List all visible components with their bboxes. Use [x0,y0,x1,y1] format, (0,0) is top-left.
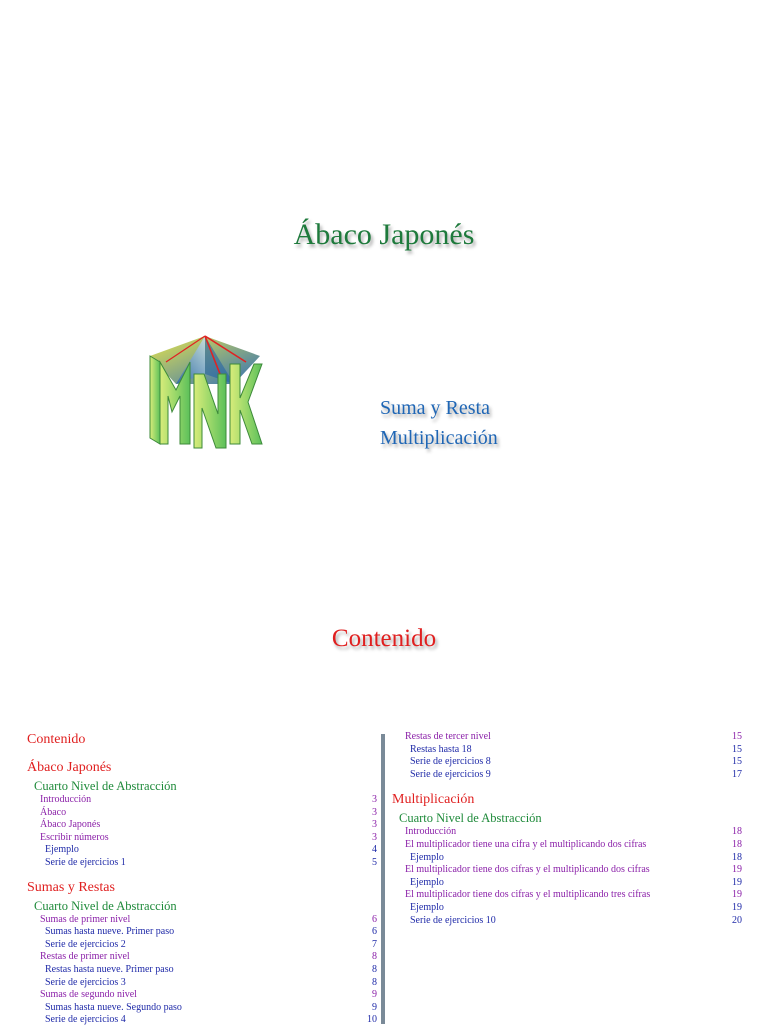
toc-left-column [0,730,380,1027]
toc-entry[interactable] [0,878,380,898]
toc-entry-page: 19 [732,864,742,876]
toc-entry[interactable] [0,730,380,750]
toc-entry[interactable] [0,914,380,927]
toc-entry[interactable] [0,778,380,794]
toc-entry[interactable] [0,926,380,939]
toc-entry[interactable] [0,939,380,952]
toc-entry-page: 19 [732,901,742,913]
toc-entry-page: 18 [732,851,742,863]
toc-entry-page: 3 [372,806,377,818]
toc-entry[interactable] [390,852,745,865]
toc-entry-page: 17 [732,768,742,780]
mnk-logo [146,334,264,452]
toc-entry-label: Serie de ejercicios 4 [45,1014,126,1026]
toc-entry-page: 3 [372,831,377,843]
toc-entry-label: Cuarto Nivel de Abstracción [34,779,177,793]
toc-entry-page: 10 [367,1014,377,1026]
toc-entry[interactable] [0,1002,380,1015]
toc-entry-label: Serie de ejercicios 3 [45,976,126,988]
toc-entry[interactable] [0,951,380,964]
toc-entry[interactable] [390,826,745,839]
toc-entry-label: Sumas hasta nueve. Segundo paso [45,1001,182,1013]
toc-entry-label: Introducción [40,794,92,805]
toc-entry[interactable] [390,864,745,877]
toc-entry-label: Introducción [405,826,457,838]
toc-entry[interactable] [0,832,380,845]
toc-entry[interactable] [390,889,745,902]
toc-entry-page: 19 [732,876,742,888]
document-title: Ábaco Japonés [293,218,475,251]
toc-entry[interactable] [0,794,380,807]
toc-entry-label: Serie de ejercicios 9 [410,768,491,780]
toc-entry[interactable] [390,810,745,826]
toc-entry[interactable] [0,844,380,857]
toc-entry[interactable] [0,1014,380,1027]
toc-entry[interactable] [0,807,380,820]
toc-entry[interactable] [0,758,380,778]
toc-right-column [390,731,745,927]
toc-entry-label: Ejemplo [45,844,79,856]
toc-entry-label: Restas de tercer nivel [405,731,491,742]
toc-entry-label: Sumas y Restas [27,879,115,895]
toc-entry-page: 7 [372,938,377,950]
toc-entry-label: Cuarto Nivel de Abstracción [399,811,542,826]
toc-entry-page: 20 [732,914,742,926]
toc-entry-label: Escribir números [40,831,109,843]
toc-entry-page: 19 [732,889,742,901]
toc-entry-page: 5 [372,856,377,868]
toc-entry-page: 4 [372,844,377,856]
toc-entry-label: Serie de ejercicios 1 [45,856,126,868]
toc-entry-page: 8 [372,951,377,963]
toc-entry-label: Restas hasta 18 [410,743,472,755]
toc-entry-label: Contenido [27,732,86,747]
toc-entry-page: 6 [372,926,377,938]
toc-entry-label: Ábaco Japonés [40,819,101,831]
toc-entry-label: Ejemplo [410,901,444,913]
toc-entry-label: Ejemplo [410,851,444,863]
toc-entry[interactable] [390,744,745,757]
toc-entry-label: Sumas de primer nivel [40,913,131,925]
toc-entry-label: Sumas de segundo nivel [40,989,137,1001]
toc-entry[interactable] [0,977,380,990]
toc-entry-label: Serie de ejercicios 2 [45,938,126,950]
toc-entry[interactable] [390,877,745,890]
toc-entry[interactable] [0,857,380,870]
toc-entry-page: 8 [372,963,377,975]
toc-entry-label: Serie de ejercicios 8 [410,756,491,768]
toc-entry-page: 3 [372,794,377,805]
toc-entry[interactable] [0,964,380,977]
toc-entry-page: 15 [732,756,742,768]
toc-entry-label: Serie de ejercicios 10 [410,914,496,926]
column-divider [381,734,385,1024]
toc-entry[interactable] [0,898,380,914]
toc-entry-label: Multiplicación [392,792,475,808]
toc-entry[interactable] [0,989,380,1002]
toc-entry-label: Cuarto Nivel de Abstracción [34,898,177,913]
toc-entry[interactable] [390,769,745,782]
toc-entry[interactable] [390,839,745,852]
contents-heading: Contenido [331,625,437,652]
subtitle-list [380,393,498,453]
toc-entry[interactable] [390,756,745,769]
toc-entry[interactable] [390,731,745,744]
toc-entry-page: 15 [732,743,742,755]
toc-entry-label: Ejemplo [410,876,444,888]
toc-entry-page: 3 [372,819,377,831]
toc-entry[interactable] [390,902,745,915]
toc-entry-label: Ábaco [40,806,67,818]
toc-entry[interactable] [0,819,380,832]
subtitle-suma-resta: Suma y Resta [380,397,490,419]
toc-entry-label: Restas hasta nueve. Primer paso [45,963,174,975]
toc-entry-page: 9 [372,1001,377,1013]
toc-entry-label: Ábaco Japonés [27,760,112,775]
toc-entry-label: El multiplicador tiene una cifra y el multiplicando dos cifras [405,838,647,850]
toc-entry[interactable] [390,790,745,810]
toc-entry-page: 8 [372,976,377,988]
toc-entry-page: 18 [732,826,742,838]
toc-entry-page: 15 [732,731,742,742]
subtitle-multiplicacion: Multiplicación [380,427,498,449]
toc-entry-page: 9 [372,989,377,1001]
toc-entry-label: El multiplicador tiene dos cifras y el multiplicando tres cifras [405,889,651,901]
toc-entry-page: 18 [732,838,742,850]
toc-entry-label: Sumas hasta nueve. Primer paso [45,926,175,938]
toc-entry[interactable] [390,915,745,928]
toc-entry-label: Restas de primer nivel [40,951,130,963]
toc-entry-label: El multiplicador tiene dos cifras y el multiplicando dos cifras [405,864,650,876]
toc-entry-page: 6 [372,913,377,925]
